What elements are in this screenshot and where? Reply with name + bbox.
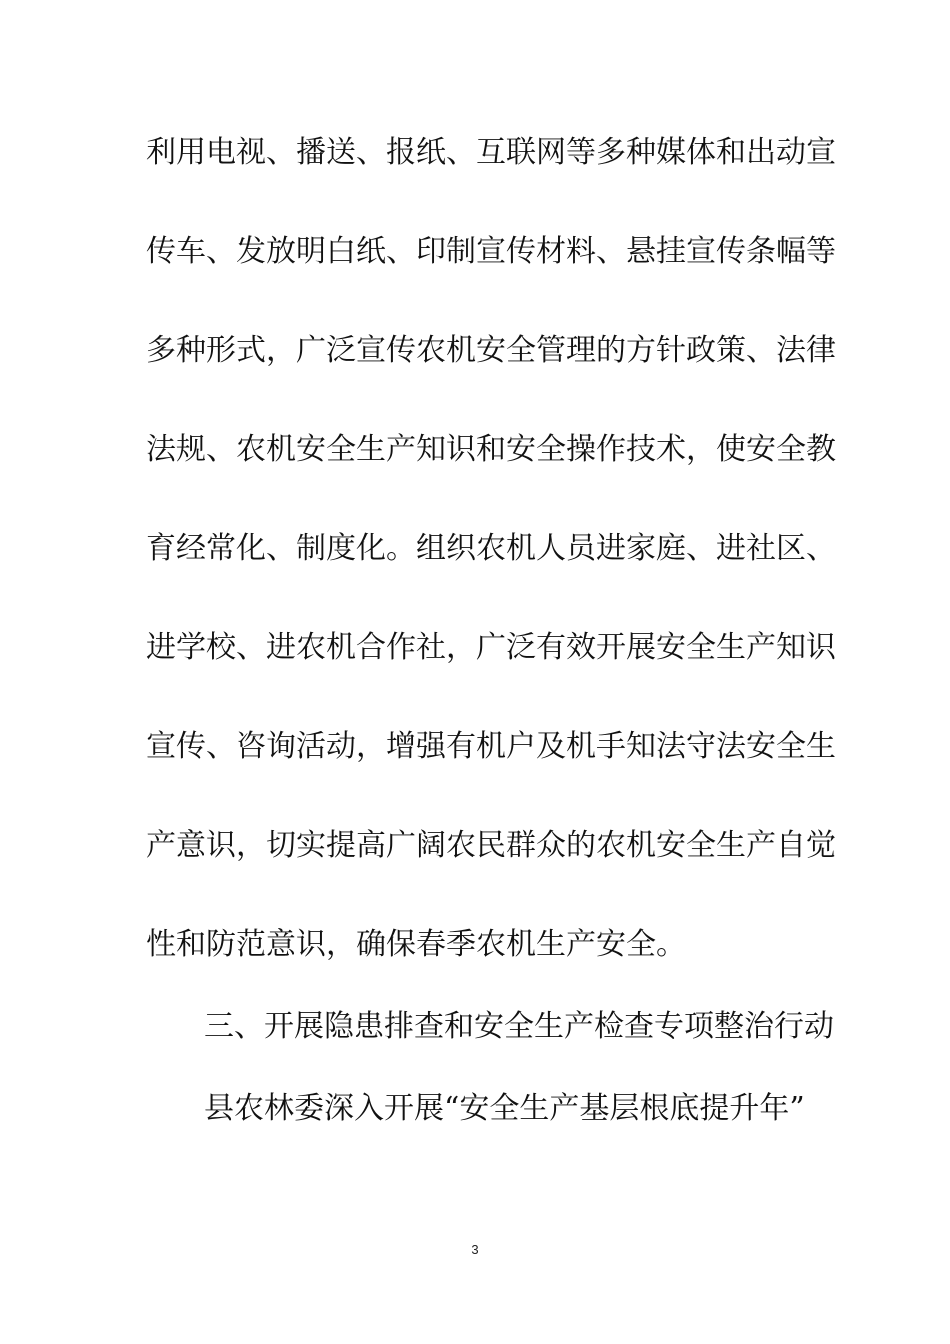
section-paragraph-line: 县农林委深入开展“安全生产基层根底提升年” [204,1091,805,1126]
paragraph-line: 宣传、咨询活动，增强有机户及机手知法守法安全生 [146,729,836,764]
paragraph-line: 育经常化、制度化。组织农机人员进家庭、进社区、 [146,531,836,566]
page-number: 3 [471,1242,479,1257]
paragraph-line: 进学校、进农机合作社，广泛有效开展安全生产知识 [146,630,836,665]
section-heading: 三、开展隐患排查和安全生产检查专项整治行动 [204,1009,834,1044]
paragraph-line: 法规、农机安全生产知识和安全操作技术，使安全教 [146,432,836,467]
paragraph-line: 传车、发放明白纸、印制宣传材料、悬挂宣传条幅等 [146,234,836,269]
paragraph-line: 多种形式，广泛宣传农机安全管理的方针政策、法律 [146,333,836,368]
paragraph-line-last: 性和防范意识，确保春季农机生产安全。 [146,927,686,962]
paragraph-line: 利用电视、播送、报纸、互联网等多种媒体和出动宣 [146,135,836,170]
paragraph-line: 产意识，切实提高广阔农民群众的农机安全生产自觉 [146,828,836,863]
